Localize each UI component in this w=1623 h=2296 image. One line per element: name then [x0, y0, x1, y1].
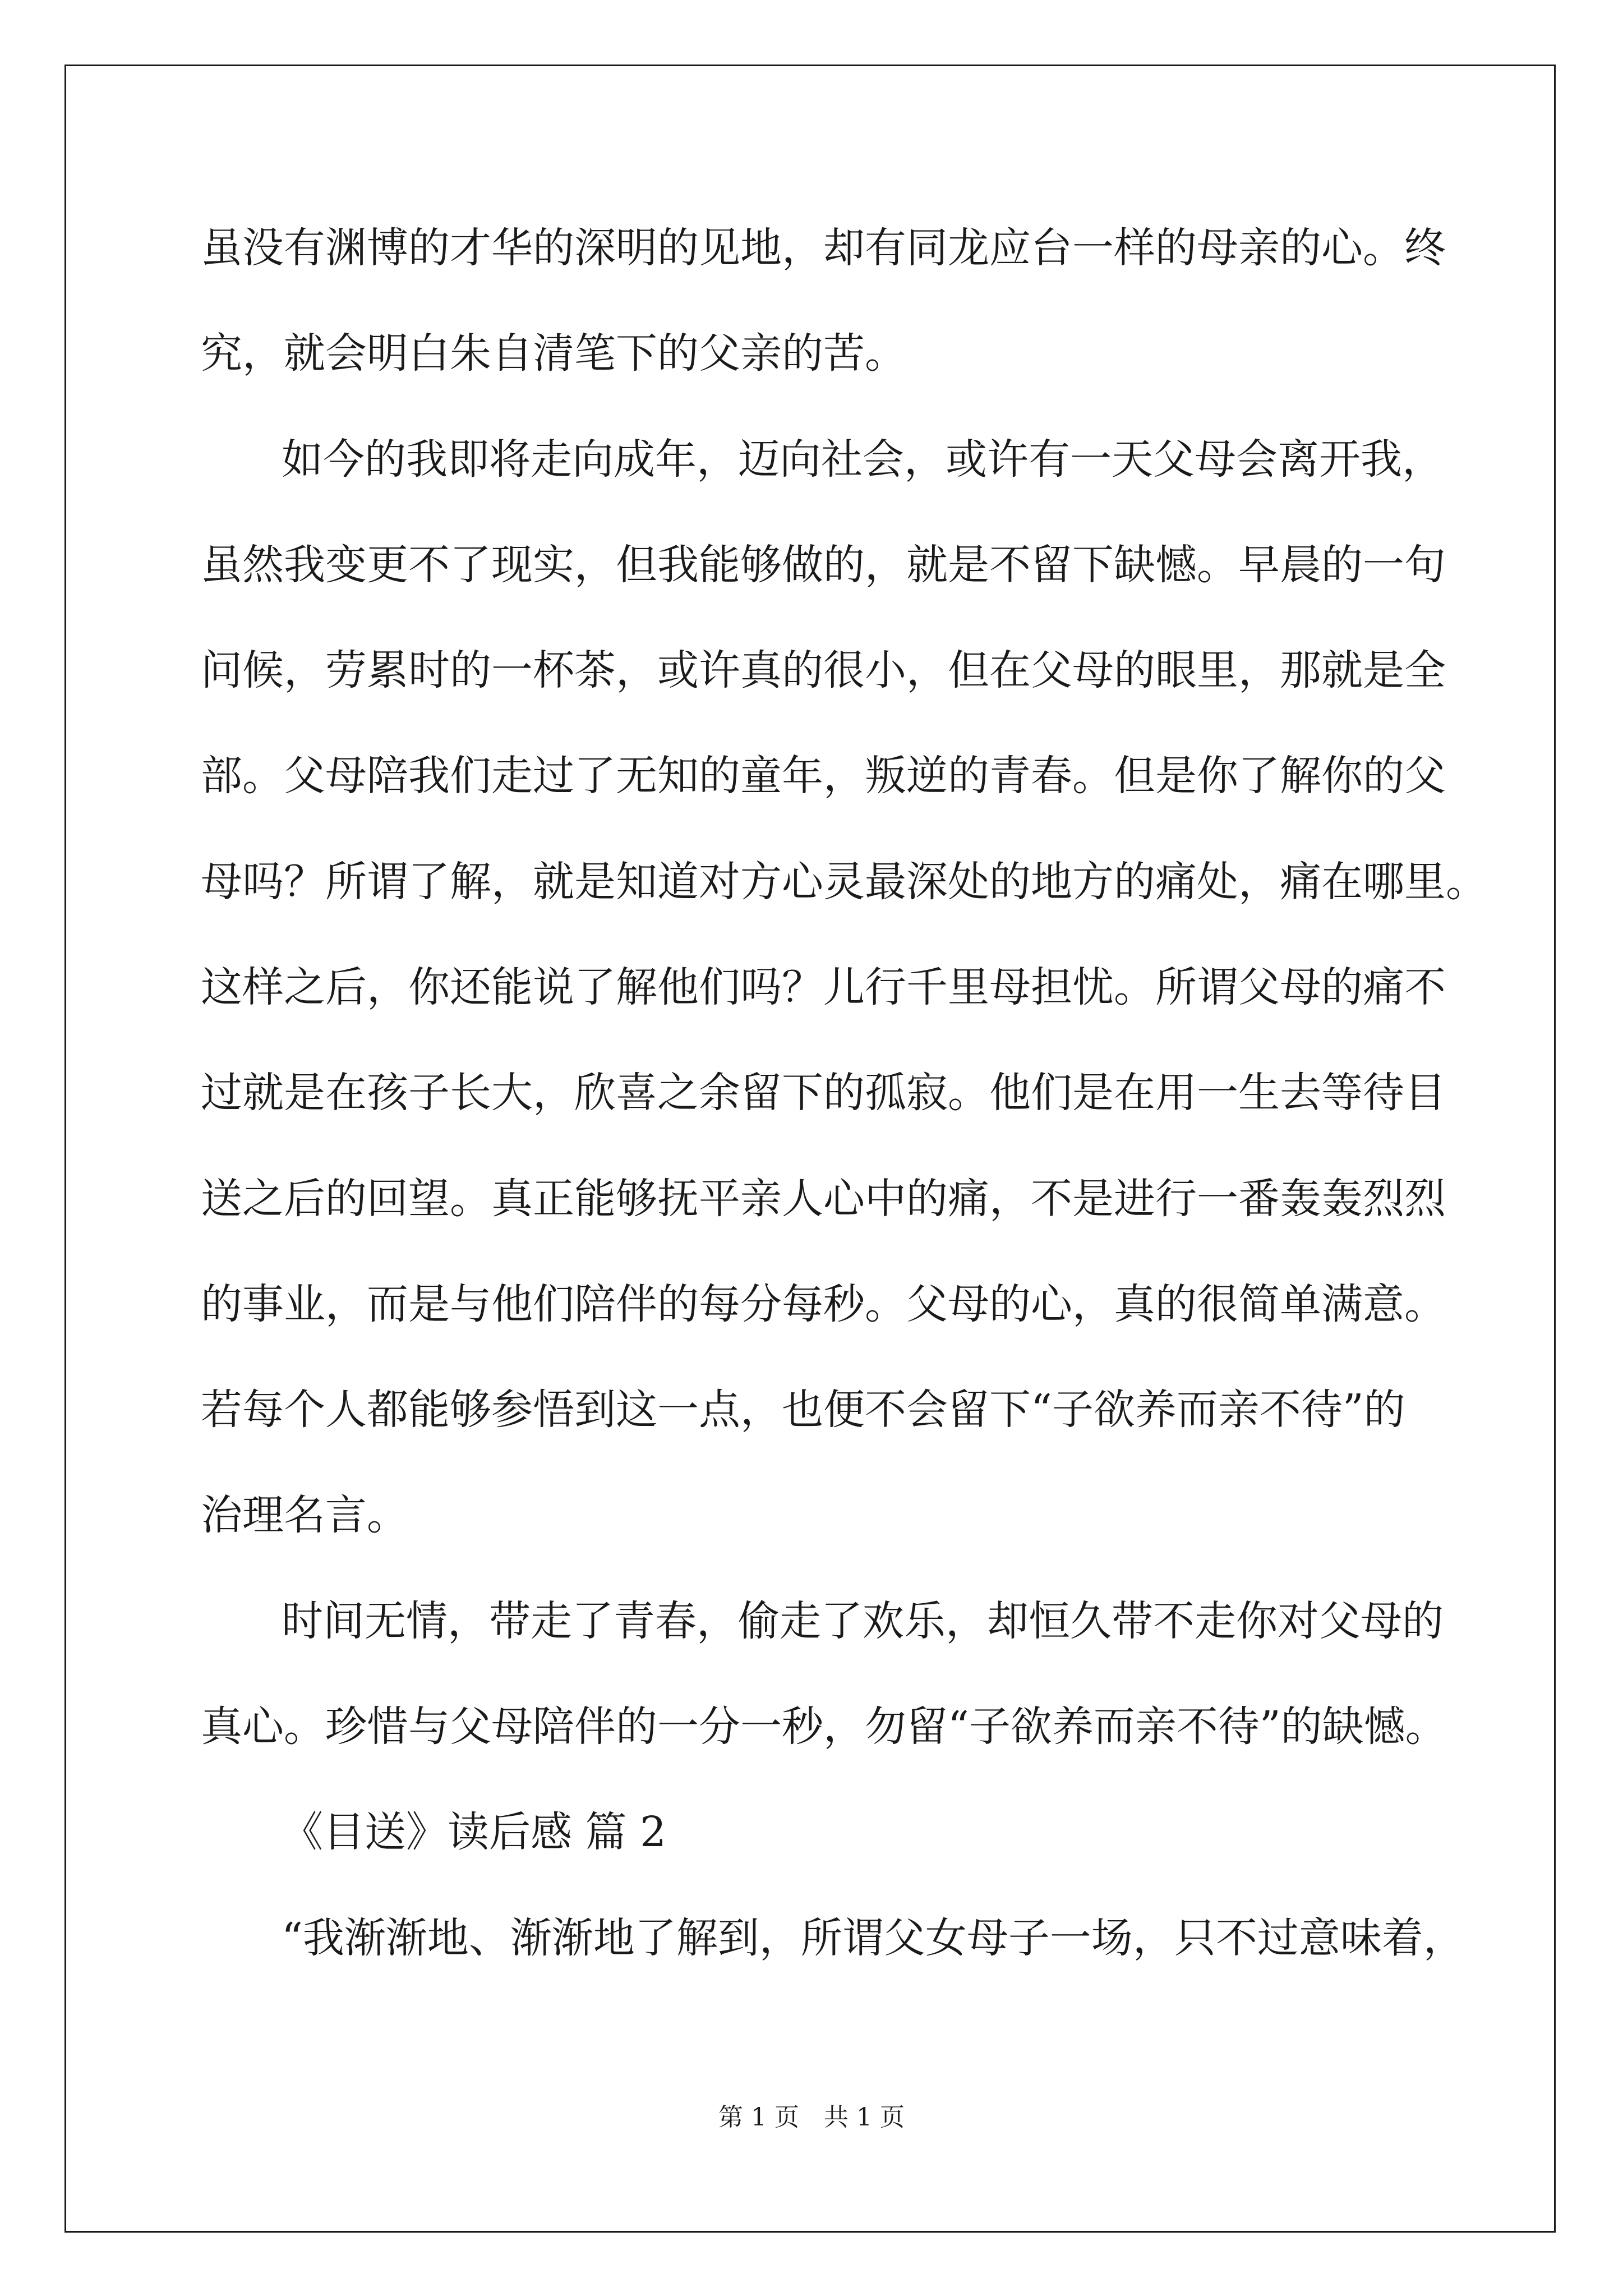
body-line: 送之后的回望。真正能够抚平亲人心中的痛，不是进行一番轰轰烈烈 [201, 1175, 1446, 1223]
page-footer: 第 1 页 共 1 页 [718, 2103, 905, 2132]
body-line: 这样之后，你还能说了解他们吗？儿行千里母担忧。所谓父母的痛不 [201, 963, 1446, 1011]
body-line: 虽没有渊博的才华的深明的见地，却有同龙应台一样的母亲的心。终 [201, 224, 1446, 272]
body-line: 过就是在孩子长大，欣喜之余留下的孤寂。他们是在用一生去等待目 [201, 1069, 1446, 1117]
body-line: 若每个人都能够参悟到这一点，也便不会留下“子欲养而亲不待”的 [201, 1386, 1405, 1434]
body-line: 治理名言。 [201, 1491, 408, 1539]
body-line: 真心。珍惜与父母陪伴的一分一秒，勿留“子欲养而亲不待”的缺憾。 [201, 1703, 1447, 1751]
body-line: 部。父母陪我们走过了无知的童年，叛逆的青春。但是你了解你的父 [201, 752, 1446, 800]
body-line: 的事业，而是与他们陪伴的每分每秒。父母的心，真的很简单满意。 [201, 1280, 1446, 1328]
body-line: 母吗？所谓了解，就是知道对方心灵最深处的地方的痛处，痛在哪里。 [201, 858, 1487, 906]
body-line: 时间无情，带走了青春，偷走了欢乐，却恒久带不走你对父母的 [282, 1597, 1444, 1645]
body-line: 虽然我变更不了现实，但我能够做的，就是不留下缺憾。早晨的一句 [201, 541, 1446, 589]
section-heading: 《目送》读后感 篇 2 [282, 1808, 667, 1856]
body-line: 问候，劳累时的一杯茶，或许真的很小，但在父母的眼里，那就是全 [201, 646, 1446, 694]
body-line: 如今的我即将走向成年，迈向社会，或许有一天父母会离开我， [282, 435, 1444, 484]
body-line: “我渐渐地、渐渐地了解到，所谓父女母子一场，只不过意味着， [282, 1914, 1465, 1962]
page-border [64, 65, 1556, 2233]
body-line: 究，就会明白朱自清笔下的父亲的苦。 [201, 329, 906, 378]
